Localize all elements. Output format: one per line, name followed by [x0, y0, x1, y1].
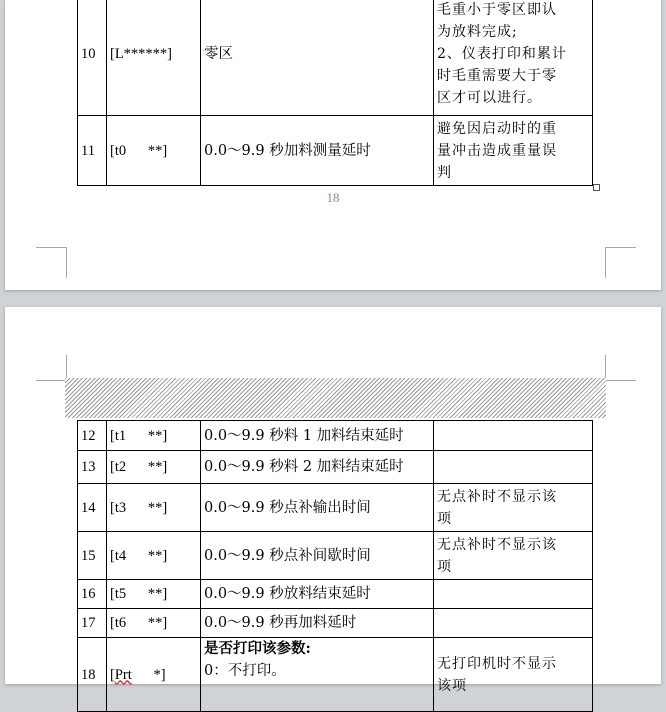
parameter-note	[434, 421, 593, 451]
parameter-code: [t1 **]	[107, 421, 201, 451]
parameter-range-option: 0：不打印。	[204, 663, 286, 679]
header-hatch-band	[65, 378, 606, 418]
parameter-range: 0.0～9.9 秒料 1 加料结束延时	[201, 421, 434, 451]
parameter-note	[434, 451, 593, 484]
parameter-note: 无点补时不显示该 项	[434, 532, 593, 580]
parameter-code: [t3 **]	[107, 484, 201, 532]
parameter-code: [L******]	[107, 0, 201, 116]
row-number: 14	[78, 484, 107, 532]
table-row	[78, 532, 593, 580]
parameter-code: [t0 **]	[107, 116, 201, 186]
row-number: 17	[78, 609, 107, 638]
table-row	[78, 609, 593, 638]
table-row	[78, 116, 593, 186]
document-page-19	[5, 307, 661, 694]
parameter-table-bottom	[77, 420, 593, 712]
crop-mark-top-right	[605, 355, 636, 381]
parameter-table-top	[77, 0, 593, 186]
parameter-code: [t2 **]	[107, 451, 201, 484]
parameter-code: [Prt *]	[107, 638, 201, 712]
row-number: 18	[78, 638, 107, 712]
parameter-note: 毛重小于零区即认 为放料完成; 2、仪表打印和累计 时毛重需要大于零 区才可以进行。	[434, 0, 593, 116]
page-number: 18	[326, 190, 340, 205]
parameter-range	[201, 638, 434, 712]
parameter-range: 零区	[201, 0, 434, 116]
table-row	[78, 421, 593, 451]
parameter-range: 0.0～9.9 秒点补输出时间	[201, 484, 434, 532]
table-row	[78, 638, 593, 712]
row-number: 16	[78, 580, 107, 609]
parameter-range: 0.0～9.9 秒料 2 加料结束延时	[201, 451, 434, 484]
parameter-note: 无打印机时不显示 该项	[434, 638, 593, 712]
parameter-code: [t5 **]	[107, 580, 201, 609]
parameter-range: 0.0～9.9 秒放料结束延时	[201, 580, 434, 609]
row-number: 10	[78, 0, 107, 116]
row-number: 11	[78, 116, 107, 186]
parameter-range: 0.0～9.9 秒再加料延时	[201, 609, 434, 638]
parameter-range: 0.0～9.9 秒加料测量延时	[201, 116, 434, 186]
parameter-note	[434, 609, 593, 638]
table-row	[78, 0, 593, 116]
parameter-code: [t4 **]	[107, 532, 201, 580]
crop-mark-bottom-left	[36, 247, 67, 278]
parameter-code: [t6 **]	[107, 609, 201, 638]
crop-mark-top-left	[36, 355, 67, 381]
row-number: 13	[78, 451, 107, 484]
parameter-range-title: 是否打印该参数:	[204, 640, 311, 657]
parameter-range: 0.0～9.9 秒点补间歇时间	[201, 532, 434, 580]
table-row	[78, 451, 593, 484]
parameter-note	[434, 580, 593, 609]
table-row	[78, 580, 593, 609]
spellcheck-word: Prt	[114, 666, 132, 683]
document-page-18	[5, 0, 661, 290]
row-number: 12	[78, 421, 107, 451]
row-number: 15	[78, 532, 107, 580]
crop-mark-bottom-right	[605, 247, 636, 278]
table-row	[78, 484, 593, 532]
parameter-note: 避免因启动时的重 量冲击造成重量误 判	[434, 116, 593, 186]
parameter-note: 无点补时不显示该 项	[434, 484, 593, 532]
